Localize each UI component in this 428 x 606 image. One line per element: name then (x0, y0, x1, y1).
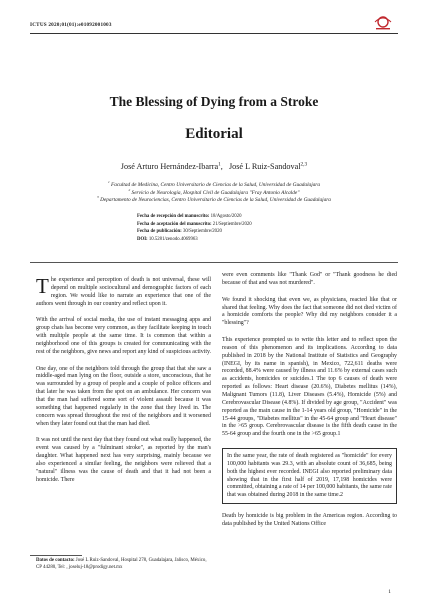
right-column (222, 272, 397, 529)
paragraph: were even comments like "Thank God" or "Thank goodness he died because of that and was not murdered". (222, 272, 397, 286)
manuscript-dates (137, 213, 252, 243)
header-divider (30, 33, 398, 34)
doi-label: DOI: (137, 236, 148, 242)
drop-cap: T (36, 274, 49, 298)
author-name: José L Ruiz-Sandoval (228, 162, 301, 171)
paragraph: We found it shocking that even we, as physicians, reacted like that or shared that feeling. Why does the fact that someone did not died victim of a homicide comforts the people? Why did my neighbors consider it a "blessing"? (222, 296, 397, 327)
affiliation-text: Servicio de Neurología, Hospital Civil de Guadalajara "Fray Antonio Alcalde" (131, 189, 300, 196)
author-list (0, 162, 428, 171)
paragraph: Death by homicide is big problem in the Americas region. According to data published by the United Nations Office (222, 513, 397, 527)
article-section: Editorial (185, 126, 243, 142)
content-divider (30, 262, 398, 263)
paragraph (36, 274, 211, 308)
author-affiliation-mark: 1 (218, 161, 221, 168)
highlighted-paragraph: In the same year, the rate of death registered as "homicide" for every 100,000 habitants was 29.3, with an absolute count of 36,685, being both the highest ever recorded. INEGI also reported preliminary data showing that in the first half of 2019, 17,198 homicides were committed, obtaining a rate of 14 per 100,000 habitants, the same rate that was obtained during 2018 in the same time.2 (222, 448, 397, 504)
paragraph: This experience prompted us to write this letter and to reflect upon the reason of this phenomenon and its implications. According to data published in 2018 by the National Institute of Statistics and Geography (INEGI, by its name in spanish), in Mexico, 722,611 deaths were recorded, 88.4% were caused by illness and 11.6% by external cases such as accidents, homicides or suicides.1 The top 6 causes of death were reported as follows: Heart disease (20.6%), Diabetes mellitus (14%), Malignant Tumors (11.8), Liver Diseases (5.4%), Homicide (5%) and Cerebrovascular Disease (4.8%). If divided by age group, "Accident" was reported as the main cause in the 1-14 years old group, "Homicide" in the 15-44 groups, "Diabetes mellitus" in the 45-64 group and "Heart disease" in the >65 group. Cerebrovascular disease is the fifth death cause in the 55-64 group and the fourth one in the >65 group.1 (222, 337, 397, 438)
footnote-label: Datos de contacto: (36, 558, 75, 563)
paragraph: It was not until the next day that they found out what really happened, the event was caused by a "fulminant stroke", as reported by the man's daughter. What happened next has very surprising, mainly because we also experienced a similar feeling, the neighbors were relieved that a "natural" illness was the cause of death and that it had not been a homicide. There (36, 437, 211, 483)
journal-logo-icon (370, 15, 396, 31)
accepted-date (137, 221, 252, 229)
journal-reference: ICTUS 2020;01(01):e01092001003 (30, 22, 112, 28)
footnote-text: José L Ruiz-Sandoval, Hospital 278, Guadalajara, Jalisco, México, CP 44280, Tel: , joseluj-18@prodigy.net.mx (36, 558, 207, 570)
published-date (137, 228, 252, 236)
doi[interactable] (137, 236, 252, 244)
paragraph-text: he experience and perception of death is not universal, these will depend on multiple sociocultural and demographic factors of each region. We would like to narrate an experience that one of the authors went through in our country and reflect upon it. (36, 277, 211, 307)
author-name: José Arturo Hernández-Ibarra (120, 162, 219, 171)
affiliation (0, 187, 428, 196)
affiliation-text: Departamento de Neurociencias, Centro Universitario de Ciencias de la Salud, Universidad de Guadalajara (100, 197, 331, 203)
date-value: 21/Septiembre/2020 (211, 221, 252, 227)
running-header (30, 19, 398, 31)
page-number: 1 (388, 589, 391, 595)
affiliation-text: Facultad de Medicina, Centro Universitario de Ciencias de la Salud, Universidad de Guadalajara (111, 182, 321, 188)
doi-value[interactable]: 10.5281/zenodo.4069963 (147, 236, 198, 242)
paragraph: One day, one of the neighbors told through the group that that she saw a middle-aged man lying on the floor, outside a store, unconscious, that he was surrounded by a group of people and a couple of police officers and that later he was taken from the spot on an ambulance. Her concern was that the man had suffered some sort of violent assault because it was something that happened regularly in the zone that they lived in. The concern was spread throughout the rest of the neighbors and it worsened when they later found out that the man had died. (36, 365, 211, 427)
footnote-divider (30, 555, 82, 556)
date-value: 30/Septiembre/2020 (181, 229, 222, 235)
affiliation-mark: 3 (97, 195, 99, 200)
affiliation (0, 197, 428, 203)
paragraph: With the arrival of social media, the use of instant messaging apps and group chats has become very common, as they facilitate keeping in touch with multiple people at the same time. It is common that within a neighborhood one of this groups is created for communicating with the rest of the neighbors, give news and report any kind of suspicious activity. (36, 317, 211, 355)
affiliation-mark: 2 (128, 187, 131, 192)
affiliation (0, 182, 428, 188)
date-label: Fecha de aceptación del manuscrito: (137, 221, 212, 227)
affiliation-mark: 1 (107, 180, 110, 185)
article-title: The Blessing of Dying from a Stroke (109, 94, 319, 109)
author-separator: , (220, 162, 229, 171)
date-value: 18/Agosto/2020 (209, 214, 242, 219)
date-label: Fecha de publicación: (137, 229, 182, 235)
left-column (36, 274, 211, 493)
received-date (137, 213, 252, 221)
contact-footnote (36, 558, 211, 571)
date-label: Fecha de recepción del manuscrito: (137, 214, 210, 219)
author-affiliation-mark: 2,3 (300, 161, 308, 168)
